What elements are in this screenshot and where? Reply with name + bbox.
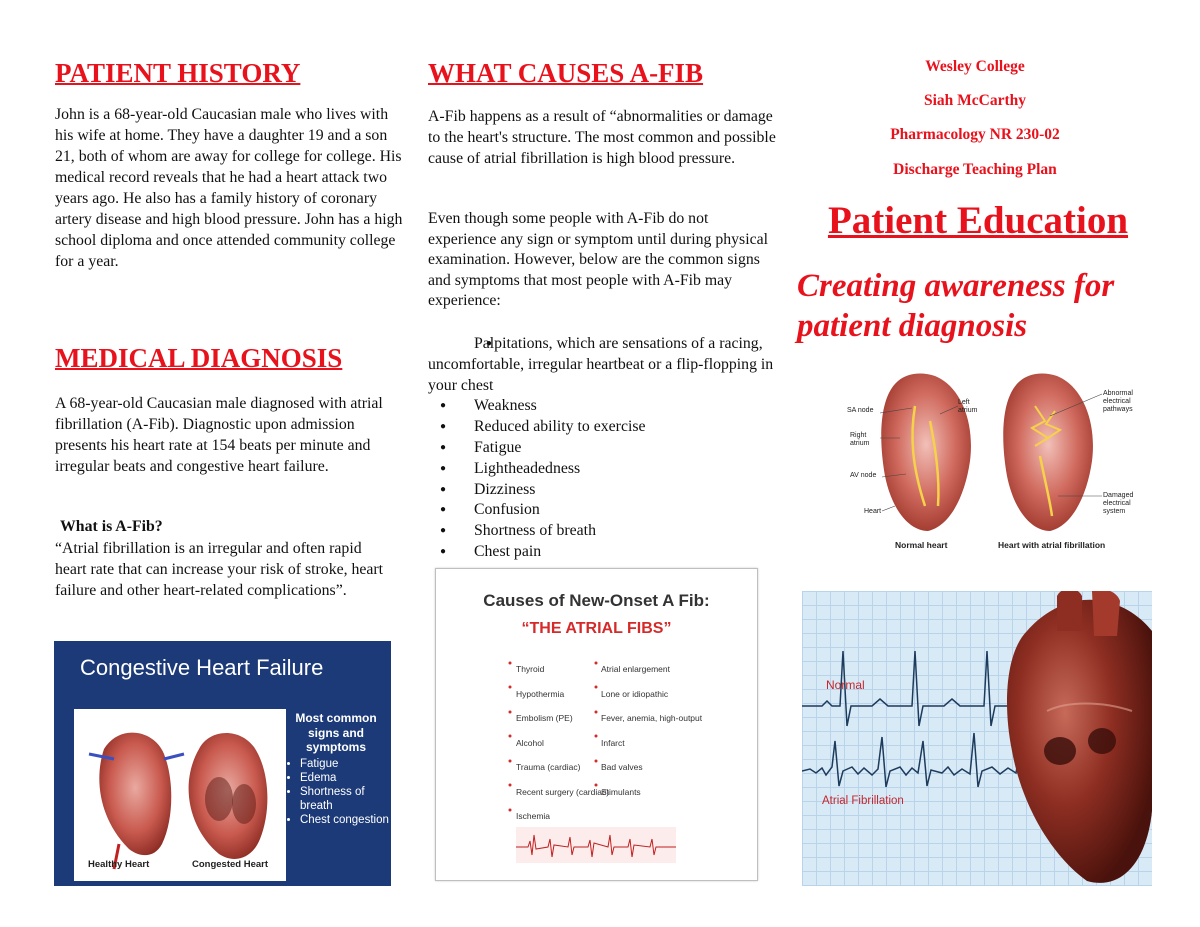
label-left-atrium: Left atrium (958, 399, 978, 414)
medical-diagnosis-text: A 68-year-old Caucasian male diagnosed with atrial fibrillation (A-Fib). Diagnostic upon admission presents his heart rate at 154 beats per minute and irregular beats and congestive heart failure. (55, 395, 383, 475)
what-causes-afib-text: A-Fib happens as a result of “abnormalities or damage to the heart's structure. The most common and possible cause of atrial fibrillation is high blood pressure. (428, 108, 776, 167)
patient-history-text: John is a 68-year-old Caucasian male who lives with his wife at home. They have a daughter 19 and a son 21, both of whom are away for college for college. His medical record reveals that he had a heart attack two years ago. He also has a family history of coronary artery disease and high blood pressure. John has a high school diploma and once attended community college for a year. (55, 106, 403, 270)
what-is-afib-text: “Atrial fibrillation is an irregular and often rapid heart rate that can increase your risk of stroke, heart failure and other heart-related complications”. (55, 540, 384, 599)
anatomical-heart-shape (1007, 600, 1152, 883)
chf-hearts-illustration (74, 709, 286, 881)
afib-ecg-trace (802, 733, 1042, 787)
fibs-cause-item: Infarct (601, 737, 625, 748)
label-sa-node: SA node (847, 407, 874, 414)
symptom-item: ● Fatigue (428, 438, 778, 459)
afib-heart-shape (1003, 374, 1093, 531)
fibs-cause-item: Bad valves (601, 762, 643, 772)
chf-signs-list (290, 757, 391, 827)
fibs-cause-item: Thyroid (516, 664, 545, 674)
label-av-node: AV node (850, 472, 877, 479)
chf-sign-item: • Chest congestion (300, 813, 391, 827)
patient-education-title: Patient Education (827, 199, 1129, 242)
author-name: Siah McCarthy (923, 92, 1027, 109)
fibs-cause-item: Ischemia (516, 811, 551, 821)
fibs-cause-item: Lone or idiopathic (601, 688, 669, 699)
symptom-item: ● Chest pain (428, 542, 778, 563)
chf-heart-panel (74, 709, 286, 881)
fibs-cause-item: Trauma (cardiac) (516, 762, 581, 772)
label-abnormal-pathways: Abnormal electrical pathways (1103, 390, 1133, 413)
healthy-heart-label: Healthy Heart (88, 859, 150, 870)
fibs-cause-item: Atrial enlargement (601, 664, 670, 674)
patient-education-subtitle: Creating awareness for patient diagnosis (797, 268, 1115, 344)
ecg-traces (802, 591, 1152, 886)
fibs-cause-item: Embolism (PE) (516, 713, 573, 723)
symptom-item: ● Lightheadedness (428, 459, 778, 480)
fibs-ecg-strip (516, 827, 676, 863)
symptom-item: ● Palpitations, which are sensations of a racing, uncomfortable, irregular heartbeat or a flip-flopping in your chest (428, 334, 778, 396)
atrial-fibs-causes-image (435, 568, 758, 881)
label-right-atrium: Right atrium (850, 432, 870, 447)
normal-ecg-label: Normal (826, 678, 865, 692)
chf-signs-title: Most common signs and symptoms (295, 711, 377, 754)
healthy-heart-shape (99, 733, 171, 856)
label-damaged-system: Damaged electrical system (1103, 492, 1134, 515)
fibs-cause-item: Alcohol (516, 737, 544, 748)
fibs-cause-item: Hypothermia (516, 688, 565, 699)
congestive-heart-failure-image (54, 641, 391, 886)
afib-symptoms-list (428, 334, 778, 563)
symptom-item: ● Weakness (428, 396, 778, 417)
caption-normal-heart: Normal heart (895, 540, 948, 550)
what-is-afib-label: What is A-Fib? (60, 518, 163, 535)
patient-history-heading: PATIENT HISTORY (55, 58, 301, 88)
normal-heart-shape (881, 374, 971, 531)
fibs-cause-item: Fever, anemia, high-output (601, 713, 703, 723)
chf-sign-item: • Fatigue (300, 757, 391, 771)
afib-ecg-label: Atrial Fibrillation (822, 795, 904, 807)
fibs-cause-item: Stimulants (601, 786, 641, 797)
congested-heart-label: Congested Heart (192, 859, 269, 870)
chf-sign-item: • Edema (300, 771, 391, 785)
caption-afib-heart: Heart with atrial fibrillation (998, 540, 1106, 550)
symptom-item: ● Dizziness (428, 480, 778, 501)
heart-diagram-illustration (840, 366, 1145, 556)
signs-intro-text: Even though some people with A-Fib do not experience any sign or symptom until during physical examination. However, below are the common signs and symptoms that most people with A-Fib may experience: (428, 210, 769, 309)
chf-sign-item: • Shortness of breath (300, 785, 391, 813)
ecg-heart-image (802, 591, 1152, 886)
medical-diagnosis-heading: MEDICAL DIAGNOSIS (55, 343, 343, 373)
fibs-cause-item: Recent surgery (cardiac) (516, 786, 610, 797)
heart-afib-diagram (840, 366, 1145, 556)
college-name: Wesley College (925, 58, 1025, 75)
symptom-item: ● Reduced ability to exercise (428, 417, 778, 438)
fibs-subtitle: “THE ATRIAL FIBS” (521, 620, 672, 637)
what-causes-afib-heading: WHAT CAUSES A-FIB (428, 58, 704, 88)
symptom-item: ● Confusion (428, 500, 778, 521)
course-name: Pharmacology NR 230-02 (890, 126, 1060, 143)
label-heart: Heart (864, 508, 882, 515)
fibs-bullet-marks (436, 569, 757, 880)
chf-title: Congestive Heart Failure (80, 655, 324, 680)
plan-name: Discharge Teaching Plan (893, 161, 1057, 178)
symptom-item: ● Shortness of breath (428, 521, 778, 542)
fibs-title: Causes of New-Onset A Fib: (483, 591, 710, 610)
